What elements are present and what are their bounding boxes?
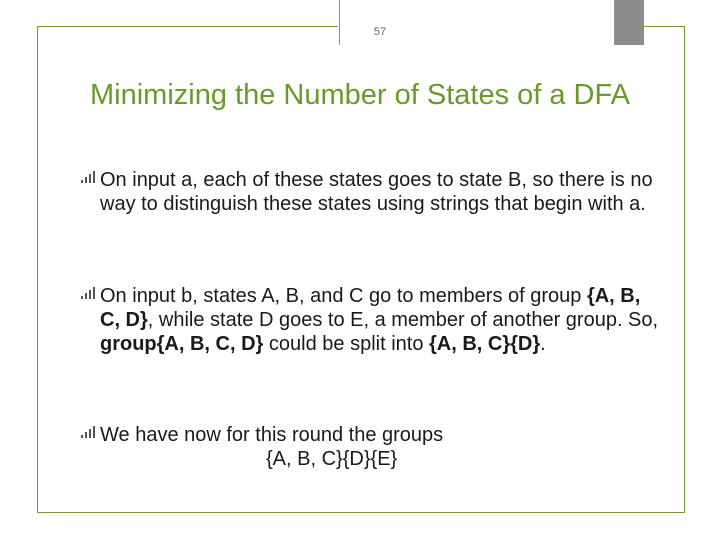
bullet-bold-text: group{A, B, C, D} [100,333,264,355]
bullet-2 [80,284,660,356]
bullet-1 [80,168,660,216]
corner-decoration [614,0,644,45]
slide-number: 57 [373,26,387,38]
bullet-lead: On [100,285,127,307]
bullet-text: input a, each of these states goes to state B, so there is no way to distinguish these states using strings that begin with a. [100,169,653,215]
bullet-lead: On [100,169,127,191]
bullet-text: input b, states A, B, and C go to members of group [126,285,587,307]
bullet-text: , while state D goes to E, a member of another group. So, [147,309,659,331]
signal-bars-icon [80,426,98,442]
header-bar [338,0,640,45]
signal-bars-icon [80,287,98,303]
bullet-text: could be split into [263,333,429,355]
number-divider [339,0,340,45]
bullet-text: . [540,333,546,355]
slide-title: Minimizing the Number of States of a DFA [90,79,630,111]
bullet-bold-text: {A, B, C, D} [100,285,641,331]
bullet-3 [80,423,660,471]
bullet-bold-text: {A, B, C}{D} [429,333,541,355]
groups-result: {A, B, C}{D}{E} [266,448,398,470]
bullet-text: have now for this round the groups [129,424,444,446]
signal-bars-icon [80,171,98,187]
bullet-lead: We [100,424,130,446]
